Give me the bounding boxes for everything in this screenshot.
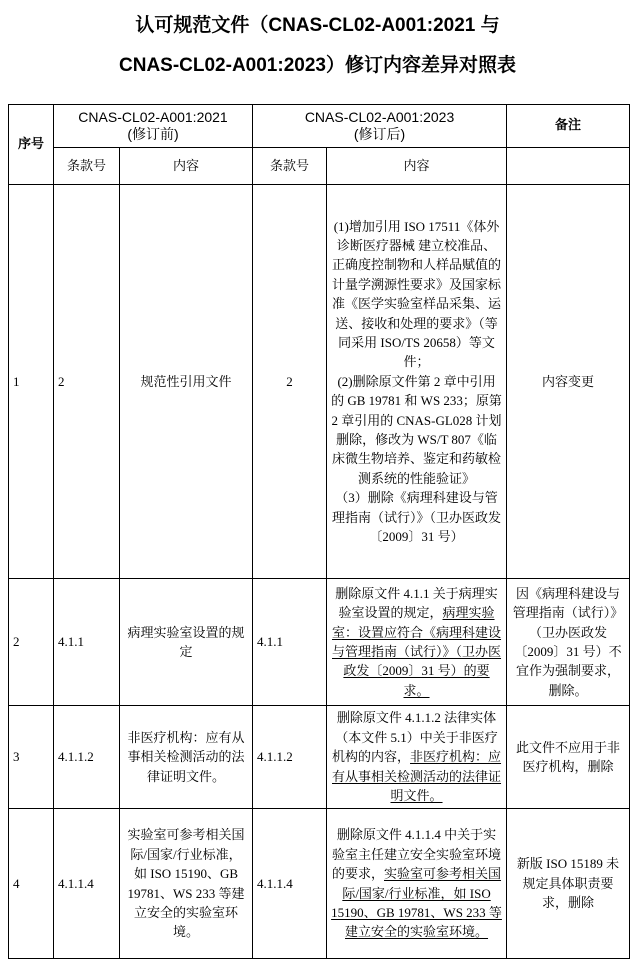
document-title-line-2: CNAS-CL02-A001:2023）修订内容差异对照表	[119, 55, 516, 76]
table-header-row	[9, 105, 630, 148]
cell-new-clause: 2	[253, 185, 327, 579]
cell-new-clause: 4.1.1.2	[253, 706, 327, 809]
cell-remark: 此文件不应用于非医疗机构，删除	[507, 706, 630, 809]
cell-old-content: 实验室可参考相关国际/国家/行业标准，如 ISO 15190、GB 19781、WS 233 等建立安全的实验室环境。	[120, 809, 253, 959]
subheader-remark-empty	[507, 148, 630, 185]
cell-new-clause: 4.1.1	[253, 579, 327, 706]
table-row	[9, 185, 630, 579]
cell-old-content: 病理实验室设置的规定	[120, 579, 253, 706]
table-row	[9, 579, 630, 706]
header-old-doc-code: CNAS-CL02-A001:2021	[78, 109, 228, 125]
cell-old-clause: 2	[54, 185, 120, 579]
header-new-doc-code: CNAS-CL02-A001:2023	[304, 109, 455, 125]
cell-seq: 2	[9, 579, 54, 706]
deleted-clause-text: 非医疗机构：应有从事相关检测活动的法律证明文件。	[332, 749, 502, 804]
subheader-new-clause: 条款号	[253, 148, 327, 185]
cell-new-content	[327, 706, 507, 809]
cell-new-content	[327, 809, 507, 959]
cell-seq: 4	[9, 809, 54, 959]
header-new-doc	[253, 105, 507, 148]
cell-remark: 内容变更	[507, 185, 630, 579]
cell-old-clause: 4.1.1.2	[54, 706, 120, 809]
cell-old-clause: 4.1.1.4	[54, 809, 120, 959]
cell-new-content	[327, 579, 507, 706]
cell-old-content: 非医疗机构：应有从事相关检测活动的法律证明文件。	[120, 706, 253, 809]
header-new-doc-tag: (修订后)	[353, 126, 406, 142]
table-subheader-row	[9, 148, 630, 185]
header-old-doc	[54, 105, 253, 148]
document-title-line-1: 认可规范文件（CNAS-CL02-A001:2021 与	[135, 15, 500, 36]
new-content-item-1: (1)增加引用 ISO 17511《体外诊断医疗器械 建立校准品、正确度控制物和人样品赋值的计量学溯源性要求》及国家标准《医学实验室样品采集、运送、接收和处理的要求》（等同采用 ISO/TS 20658）等文件；	[332, 218, 502, 370]
new-content-text: 删除原文件 4.1.1 关于病理实验室设置的规定，	[335, 585, 498, 621]
cell-old-clause: 4.1.1	[54, 579, 120, 706]
comparison-table	[8, 104, 630, 959]
new-content-text: 删除原文件 4.1.1.4 中关于实验室主任建立安全实验室环境的要求，	[332, 827, 502, 882]
subheader-old-content: 内容	[120, 148, 253, 185]
cell-new-clause: 4.1.1.4	[253, 809, 327, 959]
cell-remark: 新版 ISO 15189 未规定具体职责要求，删除	[507, 809, 630, 959]
new-content-item-2: (2)删除原文件第 2 章中引用的 GB 19781 和 WS 233；原第 2 章引用的 CNAS-GL028 计划删除，修改为 WS/T 807《临床微生物培养、鉴定和药敏检测系统的性能验证》	[331, 373, 502, 486]
subheader-new-content: 内容	[327, 148, 507, 185]
cell-seq: 3	[9, 706, 54, 809]
table-row	[9, 706, 630, 809]
deleted-clause-text: 实验室可参考相关国际/国家/行业标准，如 ISO 15190、GB 19781、WS 233 等建立安全的实验室环境。	[331, 866, 502, 940]
cell-remark: 因《病理科建设与管理指南（试行）》（卫办医政发〔2009〕31 号）不宜作为强制要求，删除。	[507, 579, 630, 706]
header-seq: 序号	[9, 105, 54, 185]
table-row	[9, 809, 630, 959]
new-content-text: 删除原文件 4.1.1.2 法律实体（本文件 5.1）中关于非医疗机构的内容，	[332, 710, 498, 765]
subheader-old-clause: 条款号	[54, 148, 120, 185]
cell-seq: 1	[9, 185, 54, 579]
header-remark: 备注	[507, 105, 630, 148]
new-content-item-3: （3）删除《病理科建设与管理指南（试行）》（卫办医政发〔2009〕31 号）	[332, 490, 502, 545]
cell-old-content: 规范性引用文件	[120, 185, 253, 579]
header-old-doc-tag: (修订前)	[127, 126, 179, 142]
deleted-clause-text: 病理实验室：设置应符合《病理科建设与管理指南（试行）》（卫办医政发〔2009〕31 号）的要求。	[332, 605, 502, 698]
cell-new-content	[327, 185, 507, 579]
